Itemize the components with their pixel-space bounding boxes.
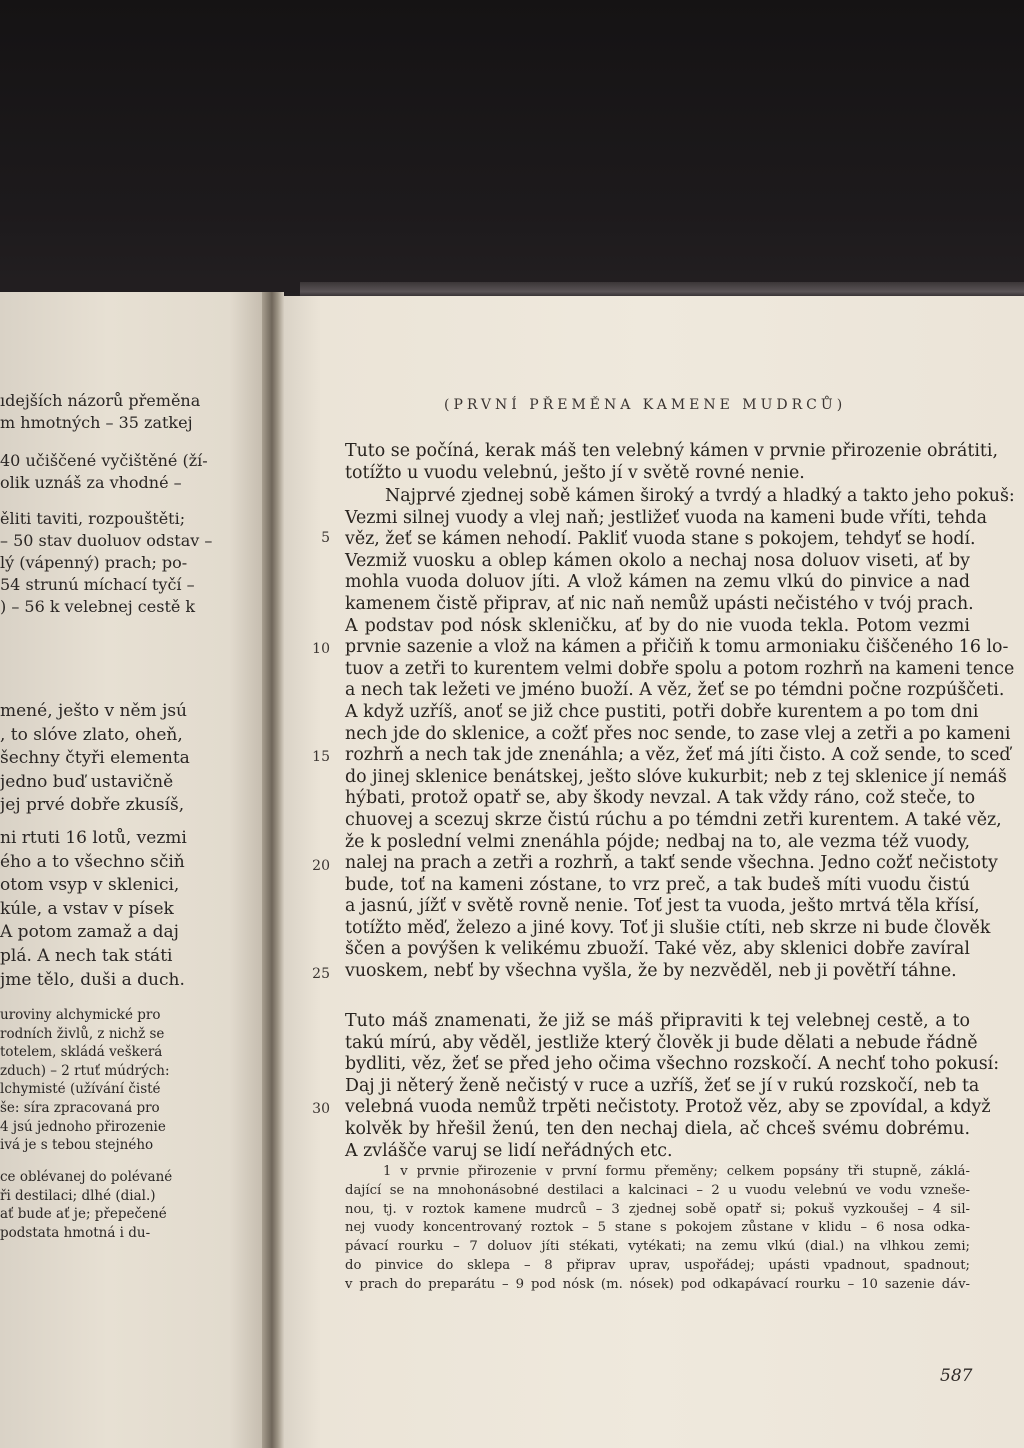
- text-line: Daj ji něterý ženě nečistý v ruce a uzříš, žeť se jí v rukú rozskočí, neb ta: [345, 1075, 980, 1096]
- left-note-line: ) – 56 k velebnej cestě k: [0, 597, 196, 616]
- text-line: mohla vuoda doluov jíti. A vlož kámen na zemu vlkú do pinvice a nad: [345, 572, 970, 593]
- text-line: Tuto máš znamenati, že již se máš připraviti k tej velebnej cestě, a to: [345, 1011, 970, 1031]
- paragraph-intro: [345, 441, 998, 484]
- text-line: nech jde do sklenice, a cožť přes noc sende, to zase vlej a zetři a po kameni: [345, 723, 1011, 744]
- text-line: takú mírú, aby věděl, jestliže který člověk ji bude dělati a nebude řádně: [345, 1032, 978, 1053]
- text-line: a nech tak ležeti ve jméno buoží. A věz, žeť se po témdni počne rozpúščeti.: [345, 680, 1005, 701]
- line-number: 25: [312, 966, 330, 982]
- page-number: 587: [940, 1366, 973, 1386]
- text-line: tuov a zetři to kurentem velmi dobře spolu a potom rozhrň na kameni tence: [345, 658, 1015, 679]
- text-line: A podstav pod nósk skleničku, ať by do nie vuoda tekla. Potom vezmi: [345, 615, 970, 636]
- left-page-note-block-3: [0, 508, 213, 618]
- text-line: že k poslední velmi znenáhla pójde; nedbaj na to, ale vezma též vuody,: [345, 831, 970, 852]
- footnote-line: dající se na mnohonásobné destilaci a kalcinaci – 2 u vuodu velebnú ve vodu vznešе-: [345, 1182, 970, 1198]
- dark-background: [0, 0, 1024, 300]
- left-text-line: plá. A nech tak státi: [0, 945, 173, 966]
- line-number: 10: [312, 641, 330, 657]
- line-number: 15: [312, 749, 330, 765]
- left-note-line: – 50 stav duoluov odstav –: [0, 531, 213, 550]
- left-note-line: ivá je s tebou stejného: [0, 1137, 154, 1154]
- left-note-line: ıdejších názorů přeměna: [0, 391, 201, 410]
- left-note-line: lchymisté (užívání čisté: [0, 1081, 161, 1098]
- text-line: prvnie sazenie a vlož na kámen a přičiň k tomu armoniaku čiščeného 16 lo-: [345, 637, 1009, 658]
- book-gutter: [262, 292, 284, 1448]
- footnote-line: v prach do preparátu – 9 pod nósk (m. nósek) pod odkapávací rourku – 10 sazenie dáv-: [345, 1276, 970, 1292]
- left-text-line: otom vsyp v sklenici,: [0, 875, 180, 896]
- left-note-line: totelem, skládá veškerá: [0, 1044, 163, 1061]
- text-line: Najprvé zjednej sobě kámen široký a tvrdý a hladký a takto jeho pokuš:: [385, 486, 1015, 506]
- paragraph-procedure: [345, 486, 1015, 983]
- left-note-line: ěliti taviti, rozpouštěti;: [0, 509, 186, 528]
- text-line: A když uzříš, anoť se již chce pustiti, potři dobře kurentem a po tom dni: [345, 701, 979, 722]
- left-note-line: 4 jsú jednoho přirozenie: [0, 1118, 166, 1135]
- left-page-text-block-5: [0, 827, 200, 992]
- text-line: věz, žeť se kámen nehodí. Pakliť vuoda stane s pokojem, tehdyť se hodí.: [345, 529, 976, 550]
- left-page-note-block-7: [0, 1168, 200, 1242]
- left-text-line: kúle, a vstav v písek: [0, 898, 174, 919]
- left-page-note-block-1: [0, 390, 200, 434]
- left-note-line: podstata hmotná i du-: [0, 1224, 151, 1241]
- line-number: 5: [321, 530, 330, 546]
- left-text-line: šechny čtyři elementa: [0, 748, 190, 769]
- left-text-line: mené, ješto v něm jsú: [0, 701, 188, 721]
- line-number: 20: [312, 858, 330, 874]
- paragraph-warning: [345, 1011, 1000, 1162]
- text-line: nalej na prach a zetři a rozhrň, a takť sende všechna. Jedno cožť nečistoty: [345, 853, 998, 874]
- footnote-line: nou, tj. v roztok kamene mudrců – 3 zjednej sobě opatř si; pokuš vyzkoušej – 4 sil-: [345, 1201, 970, 1217]
- chapter-title: (PRVNÍ PŘEMĚNA KAMENE MUDRCŮ): [444, 397, 847, 413]
- left-page-text-block-4: [0, 700, 200, 818]
- text-line: Tuto se počíná, kerak máš ten velebný kámen v prvnie přirozenie obrátiti,: [345, 441, 998, 461]
- text-line: A zvlášče varuj se lidí neřádných etc.: [345, 1140, 673, 1161]
- left-text-line: jme tělo, duši a duch.: [0, 969, 185, 990]
- left-page-note-block-2: [0, 450, 208, 494]
- footnote-line: do pinvice do sklepa – 8 připrav uprav, uspořádej; upásti vpadnout, spadnout;: [345, 1257, 970, 1273]
- left-note-line: ať bude ať je; přepečené: [0, 1206, 167, 1223]
- left-note-line: uroviny alchymické pro: [0, 1007, 161, 1023]
- text-line: do jinej sklenice benátskej, ješto slóve kukurbit; neb z tej sklenice jí nemáš: [345, 766, 1007, 787]
- left-note-line: m hmotných – 35 zatkej: [0, 413, 193, 432]
- left-text-line: jej prvé dobře zkusíš,: [0, 795, 185, 816]
- text-line: hýbati, protož opatř se, aby škody nevzal. A tak vždy ráno, což steče, to: [345, 788, 976, 809]
- text-line: Vezmi silnej vuody a vlej naň; jestližeť vuoda na kameni bude vříti, tehda: [345, 507, 987, 528]
- text-line: kamenem čistě připrav, ať nic naň nemůž upásti nečistého v tvój prach.: [345, 593, 974, 614]
- text-line: ščen a povýšen k velikému zbuoží. Také věz, aby sklenici dobře zavíral: [345, 939, 970, 960]
- left-text-line: ého a to všechno sčiň: [0, 851, 185, 872]
- text-line: kolvěk by hřešil ženú, ten den nechaj diela, ač chceš svému dobrému.: [345, 1118, 970, 1139]
- left-note-line: zduch) – 2 rtuť múdrých:: [0, 1062, 170, 1079]
- left-note-line: rodních živlů, z nichž se: [0, 1025, 165, 1042]
- left-note-line: lý (vápenný) prach; po-: [0, 553, 188, 572]
- left-note-line: ce oblévanej do polévané: [0, 1169, 173, 1185]
- left-note-line: ři destilaci; dlhé (dial.): [0, 1187, 156, 1204]
- left-note-line: še: síra zpracovaná pro: [0, 1099, 160, 1116]
- left-page-note-block-6: [0, 1006, 200, 1155]
- left-note-line: 54 strunú míchací tyčí –: [0, 575, 195, 594]
- line-number: 30: [312, 1101, 330, 1117]
- text-line: rozhrň a nech tak jde znenáhla; a věz, žeť má jíti čisto. A což sende, to sceď: [345, 745, 1011, 766]
- text-line: bude, toť na kameni zóstane, to vrz preč, a tak budeš míti vuodu čistú: [345, 874, 970, 895]
- left-text-line: , to slóve zlato, oheň,: [0, 724, 183, 745]
- left-text-line: ni rtuti 16 lotů, vezmi: [0, 828, 187, 848]
- left-text-line: A potom zamaž a daj: [0, 922, 179, 943]
- footnote-line: pávací rourku – 7 doluov jíti stékati, vytékati; na zemu vlkú (dial.) na vlhkou zemi;: [345, 1239, 970, 1255]
- text-line: velebná vuoda nemůž trpěti nečistoty. Protož věz, aby se zpovídal, a když: [345, 1097, 991, 1118]
- text-line: Vezmiž vuosku a oblep kámen okolo a nechaj nosa doluov viseti, ať by: [345, 550, 970, 571]
- footnote-line: 1 v prvnie přirozenie v první formu přeměny; celkem popsány tři stupně, záklá-: [383, 1164, 970, 1179]
- text-line: totížto měď, železo a jiné kovy. Toť ji slušie ctíti, neb skrze ni bude člověk: [345, 917, 991, 938]
- left-text-line: jedno buď ustavičně: [0, 771, 174, 792]
- text-line: vuoskem, nebť by všechna vyšla, že by nezvěděl, neb ji povětří táhne.: [345, 961, 957, 982]
- text-line: totížto u vuodu velebnú, ješto jí v světě rovné nenie.: [345, 462, 805, 483]
- text-line: a jasnú, jížť v světě rovně nenie. Toť jest ta vuoda, ješto mrtvá těla křísí,: [345, 896, 980, 917]
- text-line: bydliti, věz, žeť se před jeho očima všechno rozskočí. A nechť toho pokusí:: [345, 1054, 1000, 1075]
- left-note-line: 40 učiščené vyčištěné (ží-: [0, 451, 208, 470]
- footnotes: [345, 1163, 970, 1295]
- footnote-line: nej vuody koncentrovaný roztok – 5 stane s pokojem zůstane v klidu – 6 nosa odka-: [345, 1220, 970, 1236]
- left-note-line: olik uznáš za vhodné –: [0, 473, 182, 492]
- text-line: chuovej a scezuj skrze čistú rúchu a po témdni zetři kurentem. A také věz,: [345, 809, 1002, 830]
